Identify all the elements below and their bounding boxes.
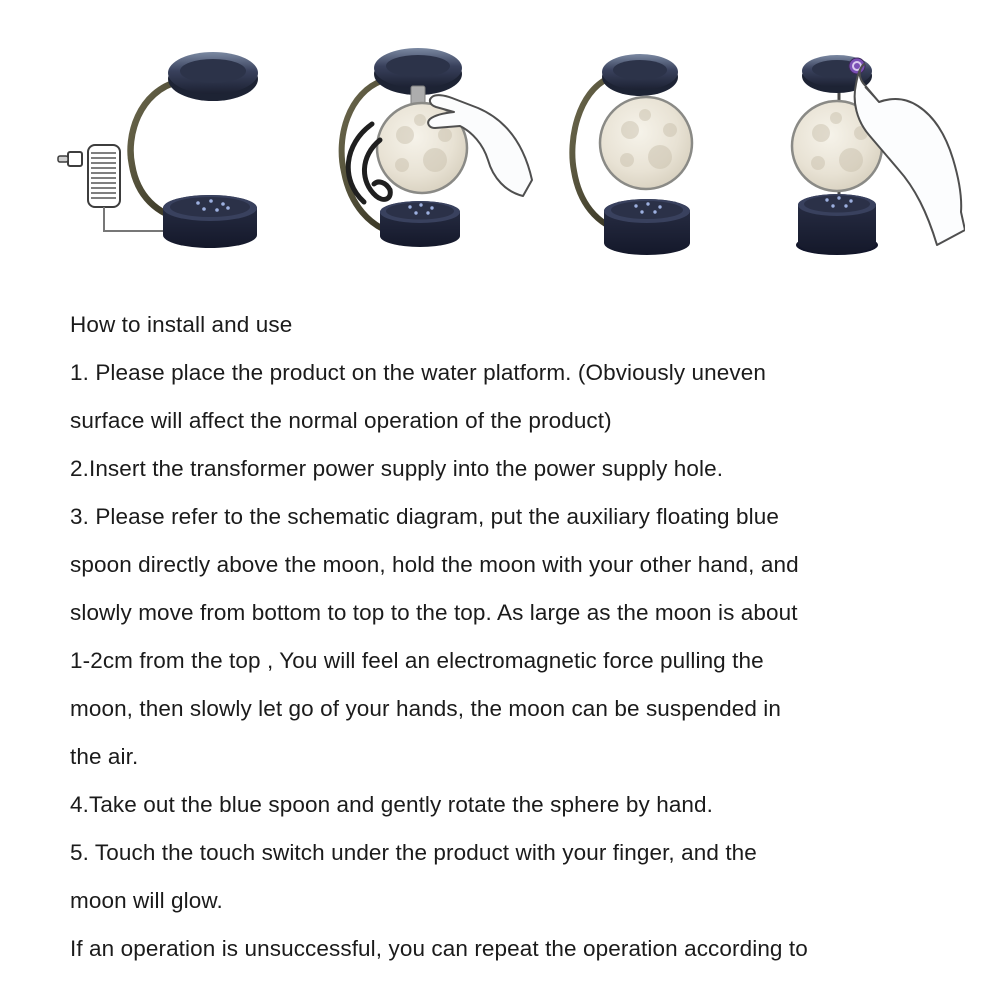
instructions-title: How to install and use xyxy=(70,312,293,337)
figure-step-1-plug-power-adapter xyxy=(50,45,270,250)
instruction-line-7: 1-2cm from the top , You will feel an electromagnetic force pulling the xyxy=(70,648,764,673)
instruction-line-6: slowly move from bottom to top to the top. As large as the moon is about xyxy=(70,600,798,625)
power-cord xyxy=(104,207,163,231)
figure-step-3-moon-levitating xyxy=(565,45,765,265)
instruction-line-10: 4.Take out the blue spoon and gently rotate the sphere by hand. xyxy=(70,792,714,817)
levitation-base xyxy=(163,195,257,248)
instruction-line-5: spoon directly above the moon, hold the moon with your other hand, and xyxy=(70,552,799,577)
figure-step-2-place-moon-with-hands xyxy=(320,40,560,265)
instruction-line-8: moon, then slowly let go of your hands, the moon can be suspended in xyxy=(70,696,782,721)
instruction-line-3: 2.Insert the transformer power supply into the power supply hole. xyxy=(70,456,724,481)
levitation-base xyxy=(380,201,460,247)
instruction-line-2: surface will affect the normal operation of the product) xyxy=(70,408,612,433)
instructions xyxy=(70,301,970,973)
illustration-row xyxy=(0,0,1000,280)
instruction-line-9: the air. xyxy=(70,744,139,769)
levitation-base xyxy=(796,194,878,255)
instruction-line-4: 3. Please refer to the schematic diagram, put the auxiliary floating blue xyxy=(70,504,779,529)
top-disc xyxy=(168,52,258,101)
levitation-base xyxy=(604,199,690,255)
instruction-line-1: 1. Please place the product on the water platform. (Obviously uneven xyxy=(70,360,766,385)
top-disc xyxy=(602,54,678,96)
instruction-line-13: If an operation is unsuccessful, you can repeat the operation according to xyxy=(70,936,808,961)
instruction-line-12: moon will glow. xyxy=(70,888,223,913)
figure-step-4-press-touch-switch xyxy=(765,40,965,270)
power-adapter xyxy=(58,145,163,231)
moon-sphere xyxy=(600,97,692,189)
instruction-line-11: 5. Touch the touch switch under the product with your finger, and the xyxy=(70,840,757,865)
